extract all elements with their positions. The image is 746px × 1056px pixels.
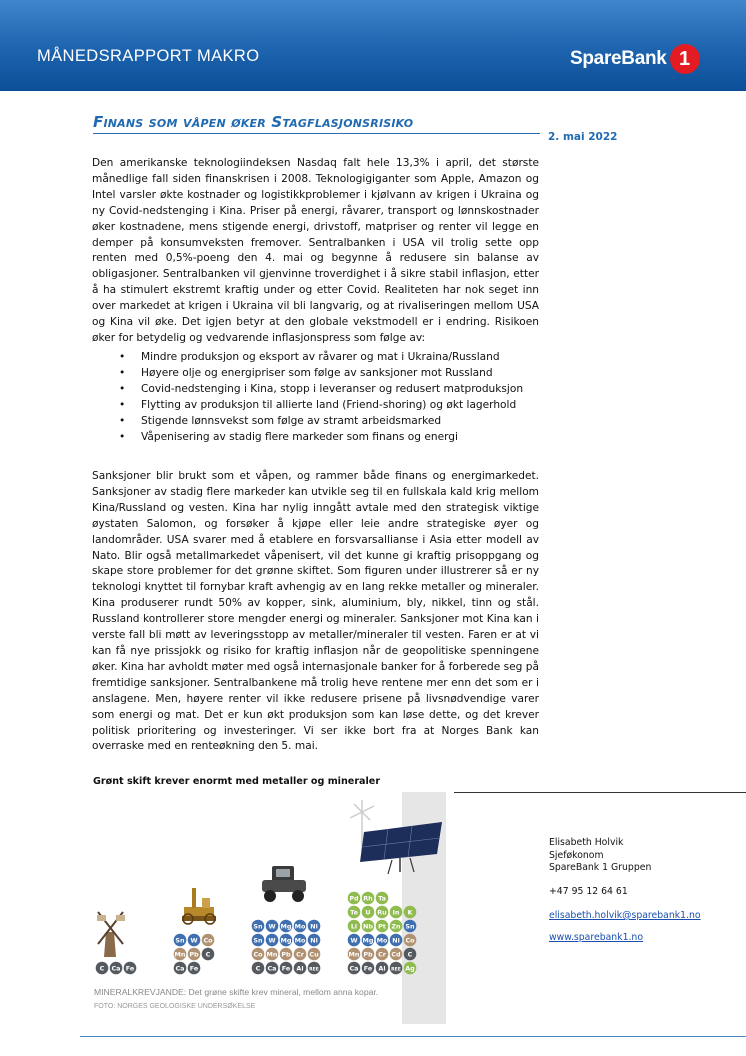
- list-item: • Covid-nedstenging i Kina, stopp i leveranser og redusert matproduksjon: [92, 382, 539, 398]
- list-item: • Våpenisering av stadig flere markeder som finans og energi: [92, 430, 539, 446]
- element-label: Li: [350, 922, 358, 931]
- element-label: Ag: [405, 964, 415, 973]
- element-label: C: [99, 964, 105, 973]
- element-label: Ca: [349, 964, 359, 973]
- element-label: W: [190, 936, 198, 945]
- element-label: Sn: [405, 922, 415, 931]
- figure-illustration: [92, 792, 454, 987]
- vintage-car-icon: [262, 866, 306, 902]
- solar-panel-icon: [350, 800, 442, 874]
- title-divider: [93, 133, 540, 134]
- element-label: REE: [391, 967, 401, 973]
- element-label: Mg: [362, 936, 374, 945]
- element-label: Fe: [125, 964, 135, 973]
- element-label: K: [407, 908, 413, 917]
- element-label: W: [268, 922, 276, 931]
- contact-block: [549, 837, 651, 875]
- element-label: Mg: [280, 936, 292, 945]
- element-label: Pd: [349, 894, 359, 903]
- element-label: Cu: [309, 950, 319, 959]
- sparebank1-logo: [570, 44, 700, 74]
- element-label: Fe: [281, 964, 291, 973]
- element-label: Ni: [310, 936, 318, 945]
- risk-list: [92, 350, 539, 445]
- contact-phone: +47 95 12 64 61: [549, 886, 628, 897]
- element-label: Ca: [111, 964, 121, 973]
- element-label: Co: [253, 950, 263, 959]
- element-label: Sn: [253, 922, 263, 931]
- report-title: MÅNEDSRAPPORT MAKRO: [37, 47, 260, 65]
- list-item: • Flytting av produksjon til allierte land (Friend-shoring) og økt lagerhold: [92, 398, 539, 414]
- sidebar-divider: [454, 792, 746, 793]
- element-label: Ni: [392, 936, 400, 945]
- element-label: Pb: [189, 950, 199, 959]
- element-label: W: [350, 936, 358, 945]
- element-label: Mn: [348, 950, 360, 959]
- element-label: Cr: [296, 950, 304, 959]
- element-label: Ta: [378, 894, 386, 903]
- element-label: Zn: [391, 922, 401, 931]
- paragraph-2: Sanksjoner blir brukt som et våpen, og rammer både finans og energimarkedet. Sanksjoner av stadig flere markeder kan utvikle seg til en fullskala kald krig mellom Kina/Russland og vesten. Kina har nylig inngått avtale med den strategisk viktige øystaten Salomon, og forsøker å kjøpe eller leie andre strategiske øyer og landområder. USA svarer med å etablere en forsvarsallianse i Asia etter modell av Nato. Blir også metallmarkedet våpenisert, vil det kunne gi kraftig prisoppgang og skape store problemer for det grønne skiftet. Som figuren under illustrerer så er ny teknologi knyttet til fornybar kraft avhengig av en lang rekke metaller og mineraler. Kina produserer rundt 50% av kopper, sink, aluminium, bly, nikkel, tinn og stål. Russland kontrollerer store mengder energi og mineraler. Sanksjoner mot Kina kan i verste fall bli møtt av leveringsstopp av metaller/mineraler til vesten. Faren er at vi kan få nye prissjokk og risiko for kraftig inflasjon når de geopolitiske spenningene øker. Kina har avholdt møter med også internasjonale banker for å forberede seg på fremtidige sanksjoner. Sentralbankene må trolig heve rentene mer enn det som er i anslagene. Men, høyere renter vil ikke redusere prisene på livsnødvendige varer som energi og mat. Det er kun økt produksjon som kan løse dette, og det krever politisk prioritering og investeringer. Vi ser ikke bort fra at Norges Bank kan overraske med en renteøkning den 5. mai.: [92, 470, 539, 753]
- windmill-icon: [97, 912, 125, 957]
- element-label: Sn: [175, 936, 185, 945]
- element-label: Mo: [376, 936, 388, 945]
- element-label: Co: [405, 936, 415, 945]
- element-label: Ru: [377, 908, 387, 917]
- logo-text: SpareBank: [570, 48, 667, 69]
- report-header: [0, 0, 746, 91]
- element-chart: [96, 892, 417, 975]
- element-label: W: [268, 936, 276, 945]
- photo-caption: MINERALKREVJANDE: Det grøne skifte krev mineral, mellom anna kopar.: [94, 987, 379, 997]
- element-label: Mn: [266, 950, 278, 959]
- element-label: Pt: [378, 922, 386, 931]
- steam-engine-icon: [182, 888, 216, 924]
- list-item: • Stigende lønnsvekst som følge av stramt arbeidsmarked: [92, 414, 539, 430]
- element-label: U: [365, 908, 371, 917]
- article-title: Finans som våpen øker Stagflasjonsrisiko: [93, 113, 414, 131]
- footer-divider: [80, 1036, 746, 1037]
- element-label: Cd: [391, 950, 401, 959]
- figure-caption: Grønt skift krever enormt med metaller og mineraler: [93, 776, 381, 787]
- element-label: Mo: [294, 922, 306, 931]
- element-label: Ca: [267, 964, 277, 973]
- element-label: Rh: [363, 894, 373, 903]
- element-label: Cr: [378, 950, 386, 959]
- element-label: Pb: [363, 950, 373, 959]
- list-item: • Mindre produksjon og eksport av råvarer og mat i Ukraina/Russland: [92, 350, 539, 366]
- minerals-figure: [92, 792, 454, 1024]
- element-label: Ni: [310, 922, 318, 931]
- element-label: Al: [378, 964, 386, 973]
- element-label: C: [205, 950, 211, 959]
- element-label: Sn: [253, 936, 263, 945]
- element-label: Mo: [294, 936, 306, 945]
- photo-credit: FOTO: NORGES GEOLOGISKE UNDERSØKELSE: [94, 1003, 256, 1010]
- element-label: Fe: [189, 964, 199, 973]
- list-item: • Høyere olje og energipriser som følge av sanksjoner mot Russland: [92, 366, 539, 382]
- element-label: C: [407, 950, 413, 959]
- element-label: Te: [350, 908, 358, 917]
- contact-website-link[interactable]: www.sparebank1.no: [549, 932, 644, 943]
- logo-badge: 1: [670, 44, 700, 74]
- element-label: Ca: [175, 964, 185, 973]
- element-label: REE: [309, 967, 319, 973]
- element-label: Pb: [281, 950, 291, 959]
- element-label: Nb: [363, 922, 373, 931]
- element-label: C: [255, 964, 261, 973]
- contact-name: Elisabeth Holvik: [549, 837, 624, 848]
- element-label: Mn: [174, 950, 186, 959]
- paragraph-1: Den amerikanske teknologiindeksen Nasdaq falt hele 13,3% i april, det største månedlige fall siden finanskrisen i 2008. Teknologigiganter som Apple, Amazon og Intel varsler økte kostnader og logistikkproblemer i kjølvann av krigen i Ukraina og ny Covid-nedstenging i Kina. Priser på energi, råvarer, transport og lønnskostnader øker kostnadene, mens stigende energi, drivstoff, matpriser og renter vil legge en demper på konsumveksten fremover. Sentralbanken i USA vil trolig sette opp renten med 0,5%-poeng den 4. mai og begynne å redusere sin balanse av obligasjoner. Sentralbanken vil gjenvinne troverdighet i å sikre stabil inflasjon, etter å ha stimulert ekstremt kraftig under og etter Covid. Realiteten har nok seget inn over markedet at krigen i Ukraina vil bli langvarig, og at rivaliseringen mellom USA og Kina vil øke. Det igjen betyr at den globale vekstmodell er i endring. Risikoen øker for betydelig og vedvarende inflasjonspress som følge av:: [92, 157, 539, 344]
- element-label: Fe: [363, 964, 373, 973]
- article-date: 2. mai 2022: [548, 131, 618, 143]
- contact-email-link[interactable]: elisabeth.holvik@sparebank1.no: [549, 910, 701, 921]
- element-label: Mg: [280, 922, 292, 931]
- element-label: Co: [203, 936, 213, 945]
- contact-role: Sjeføkonom: [549, 849, 604, 861]
- element-label: In: [392, 908, 400, 917]
- element-label: Al: [296, 964, 304, 973]
- contact-company: SpareBank 1 Gruppen: [549, 862, 652, 874]
